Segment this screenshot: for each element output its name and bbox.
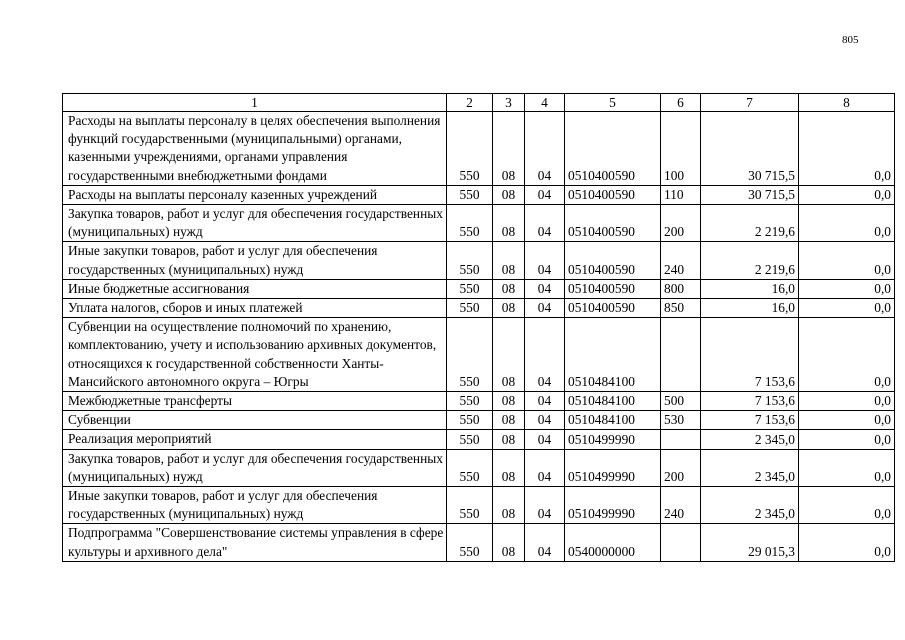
row-col-6: 200 — [661, 449, 701, 486]
table-row — [63, 205, 895, 242]
row-col-7: 16,0 — [701, 299, 799, 318]
row-col-7: 2 219,6 — [701, 242, 799, 279]
row-col-8: 0,0 — [799, 299, 895, 318]
row-col-7: 2 219,6 — [701, 205, 799, 242]
row-name: Расходы на выплаты персоналу в целях обеспечения выполнения функций государственными (муниципальными) органами, казенными учреждениями, органами управления государственными внебюджетными фондами — [63, 112, 447, 186]
row-col-2: 550 — [447, 449, 493, 486]
row-col-8: 0,0 — [799, 279, 895, 298]
row-col-8: 0,0 — [799, 318, 895, 392]
row-name: Иные бюджетные ассигнования — [63, 279, 447, 298]
row-col-8: 0,0 — [799, 411, 895, 430]
row-col-8: 0,0 — [799, 524, 895, 561]
row-col-7: 7 153,6 — [701, 392, 799, 411]
row-col-7: 7 153,6 — [701, 411, 799, 430]
row-col-6 — [661, 430, 701, 449]
header-col-3: 3 — [493, 94, 525, 112]
row-col-3: 08 — [493, 524, 525, 561]
row-col-2: 550 — [447, 299, 493, 318]
row-col-2: 550 — [447, 318, 493, 392]
row-col-2: 550 — [447, 524, 493, 561]
row-col-5: 0510400590 — [565, 279, 661, 298]
row-col-4: 04 — [525, 112, 565, 186]
row-col-3: 08 — [493, 487, 525, 524]
row-col-3: 08 — [493, 279, 525, 298]
row-col-7: 2 345,0 — [701, 449, 799, 486]
row-col-6 — [661, 318, 701, 392]
row-col-6: 530 — [661, 411, 701, 430]
row-col-7: 2 345,0 — [701, 430, 799, 449]
row-col-4: 04 — [525, 318, 565, 392]
table-row — [63, 242, 895, 279]
row-col-4: 04 — [525, 279, 565, 298]
row-col-4: 04 — [525, 392, 565, 411]
header-row — [63, 94, 895, 112]
row-col-6: 240 — [661, 242, 701, 279]
row-col-4: 04 — [525, 242, 565, 279]
row-col-6: 500 — [661, 392, 701, 411]
row-col-5: 0510484100 — [565, 411, 661, 430]
row-col-5: 0510484100 — [565, 318, 661, 392]
row-col-5: 0510400590 — [565, 242, 661, 279]
header-col-1: 1 — [63, 94, 447, 112]
row-col-8: 0,0 — [799, 185, 895, 204]
row-col-3: 08 — [493, 392, 525, 411]
row-col-4: 04 — [525, 430, 565, 449]
row-name: Закупка товаров, работ и услуг для обеспечения государственных (муниципальных) нужд — [63, 449, 447, 486]
table-row — [63, 318, 895, 392]
row-name: Субвенции на осуществление полномочий по хранению, комплектованию, учету и использованию архивных документов, относящихся к государственной собственности Ханты-Мансийского автономного округа – Югры — [63, 318, 447, 392]
row-col-7: 30 715,5 — [701, 185, 799, 204]
row-col-5: 0510499990 — [565, 430, 661, 449]
row-col-2: 550 — [447, 430, 493, 449]
row-name: Реализация мероприятий — [63, 430, 447, 449]
row-name: Уплата налогов, сборов и иных платежей — [63, 299, 447, 318]
row-col-4: 04 — [525, 524, 565, 561]
row-col-8: 0,0 — [799, 430, 895, 449]
row-col-4: 04 — [525, 487, 565, 524]
row-col-3: 08 — [493, 430, 525, 449]
row-col-5: 0510499990 — [565, 487, 661, 524]
row-col-2: 550 — [447, 411, 493, 430]
row-col-3: 08 — [493, 205, 525, 242]
header-col-6: 6 — [661, 94, 701, 112]
row-col-7: 29 015,3 — [701, 524, 799, 561]
row-col-8: 0,0 — [799, 112, 895, 186]
row-col-4: 04 — [525, 205, 565, 242]
header-col-8: 8 — [799, 94, 895, 112]
table-row — [63, 392, 895, 411]
row-col-3: 08 — [493, 185, 525, 204]
row-col-3: 08 — [493, 318, 525, 392]
row-col-4: 04 — [525, 411, 565, 430]
row-name: Субвенции — [63, 411, 447, 430]
header-col-4: 4 — [525, 94, 565, 112]
row-col-8: 0,0 — [799, 242, 895, 279]
row-col-2: 550 — [447, 279, 493, 298]
row-name: Иные закупки товаров, работ и услуг для обеспечения государственных (муниципальных) нужд — [63, 242, 447, 279]
row-col-2: 550 — [447, 112, 493, 186]
table-row — [63, 411, 895, 430]
budget-table — [62, 93, 895, 562]
row-name: Иные закупки товаров, работ и услуг для обеспечения государственных (муниципальных) нужд — [63, 487, 447, 524]
row-name: Расходы на выплаты персоналу казенных учреждений — [63, 185, 447, 204]
row-col-7: 16,0 — [701, 279, 799, 298]
header-col-7: 7 — [701, 94, 799, 112]
row-col-6: 240 — [661, 487, 701, 524]
table-row — [63, 279, 895, 298]
row-col-3: 08 — [493, 242, 525, 279]
row-name: Закупка товаров, работ и услуг для обеспечения государственных (муниципальных) нужд — [63, 205, 447, 242]
row-col-5: 0510484100 — [565, 392, 661, 411]
row-col-2: 550 — [447, 392, 493, 411]
row-name: Подпрограмма "Совершенствование системы управления в сфере культуры и архивного дела" — [63, 524, 447, 561]
row-col-3: 08 — [493, 299, 525, 318]
table-row — [63, 185, 895, 204]
table-row — [63, 430, 895, 449]
row-col-7: 7 153,6 — [701, 318, 799, 392]
table-row — [63, 487, 895, 524]
row-col-6: 800 — [661, 279, 701, 298]
header-col-5: 5 — [565, 94, 661, 112]
row-col-3: 08 — [493, 112, 525, 186]
row-col-2: 550 — [447, 185, 493, 204]
row-col-5: 0510400590 — [565, 112, 661, 186]
table-row — [63, 449, 895, 486]
row-col-6 — [661, 524, 701, 561]
row-col-2: 550 — [447, 205, 493, 242]
row-col-8: 0,0 — [799, 205, 895, 242]
row-col-2: 550 — [447, 242, 493, 279]
row-col-4: 04 — [525, 299, 565, 318]
row-name: Межбюджетные трансферты — [63, 392, 447, 411]
row-col-5: 0510400590 — [565, 299, 661, 318]
row-col-7: 30 715,5 — [701, 112, 799, 186]
row-col-6: 200 — [661, 205, 701, 242]
row-col-6: 850 — [661, 299, 701, 318]
row-col-6: 100 — [661, 112, 701, 186]
page-number: 805 — [842, 34, 859, 46]
row-col-8: 0,0 — [799, 392, 895, 411]
table-row — [63, 524, 895, 561]
row-col-2: 550 — [447, 487, 493, 524]
row-col-4: 04 — [525, 185, 565, 204]
row-col-4: 04 — [525, 449, 565, 486]
row-col-5: 0540000000 — [565, 524, 661, 561]
row-col-7: 2 345,0 — [701, 487, 799, 524]
header-col-2: 2 — [447, 94, 493, 112]
row-col-5: 0510499990 — [565, 449, 661, 486]
row-col-8: 0,0 — [799, 487, 895, 524]
row-col-5: 0510400590 — [565, 205, 661, 242]
row-col-3: 08 — [493, 449, 525, 486]
table-row — [63, 112, 895, 186]
row-col-5: 0510400590 — [565, 185, 661, 204]
table-row — [63, 299, 895, 318]
row-col-6: 110 — [661, 185, 701, 204]
row-col-3: 08 — [493, 411, 525, 430]
row-col-8: 0,0 — [799, 449, 895, 486]
